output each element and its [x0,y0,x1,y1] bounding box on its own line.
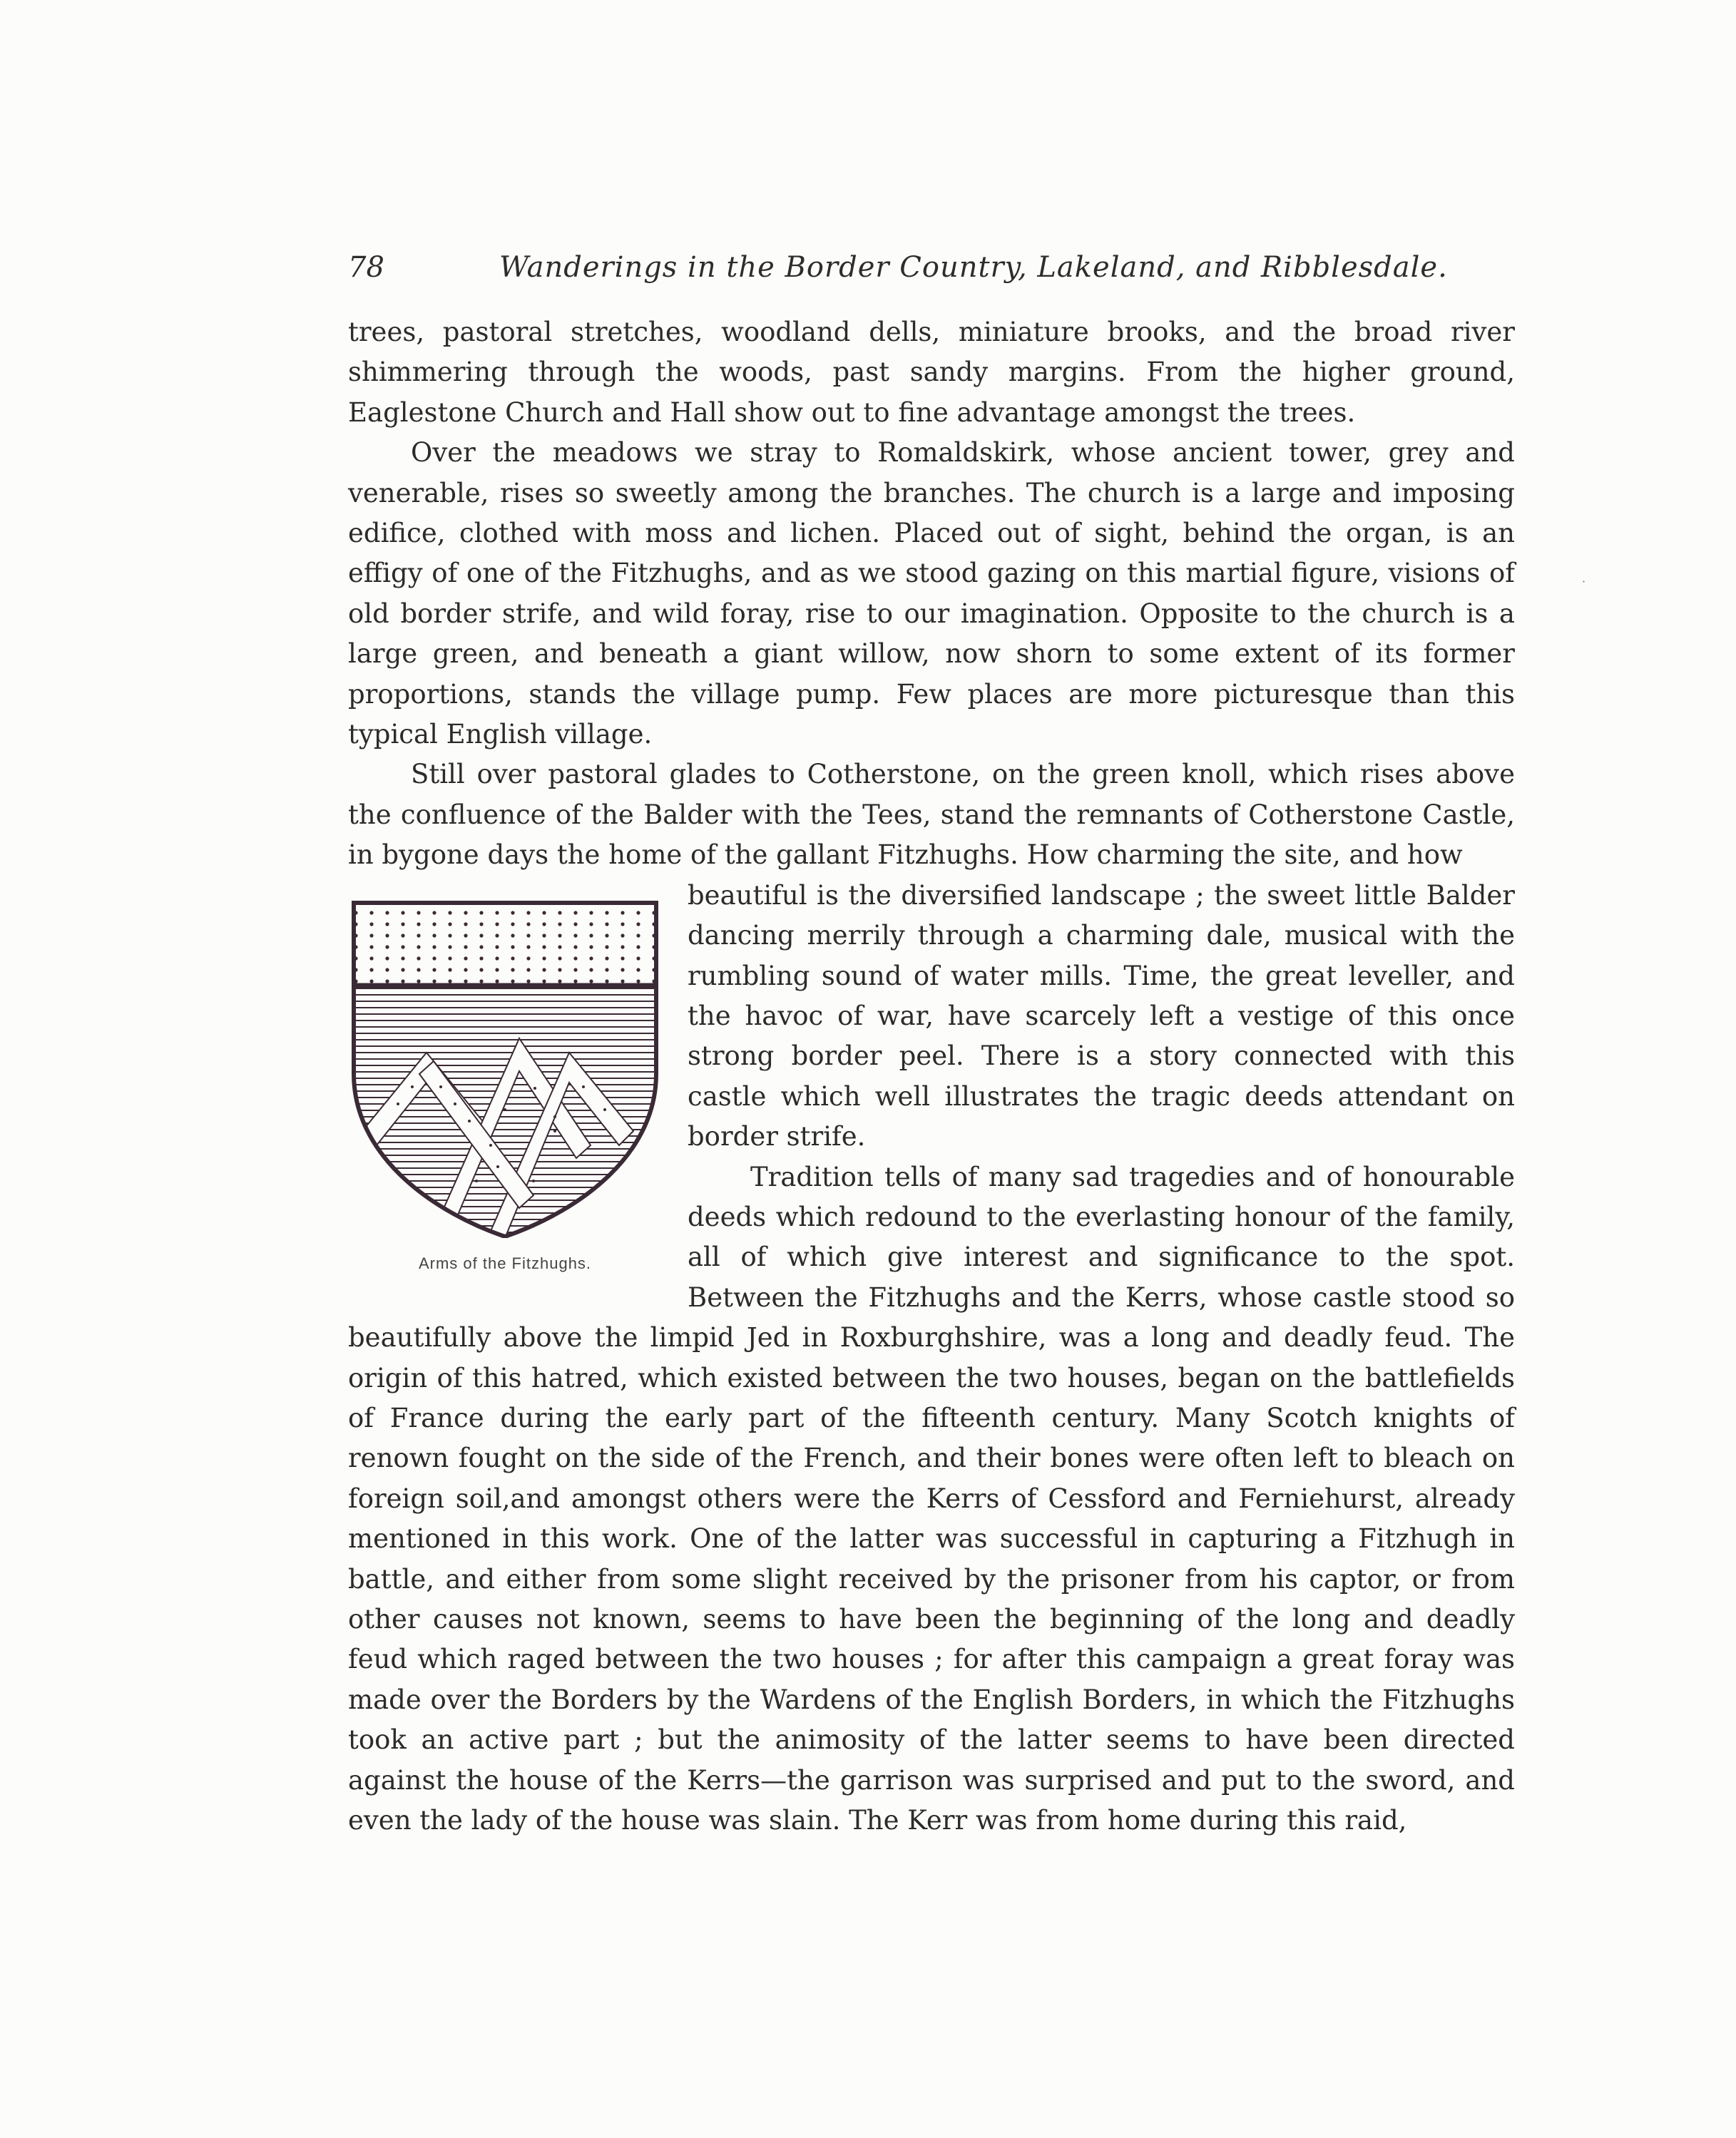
paragraph-1: trees, pastoral stretches, woodland dells, miniature brooks, and the broad river shimmering through the woods, past sandy margins. From the higher ground, Eaglestone Church and Hall show out to fine advantage amongst the trees. [348,317,1515,428]
paragraph-5: Tradition tells of many sad tragedies and of honourable deeds which redound to the everlasting honour of the family, all of which give interest and significance to the spot. Between the Fitzhughs and the Kerrs, whose castle stood so beautifully above the limpid Jed in Roxburghshire, was a long and deadly feud. The origin of this hatred, which existed between the two houses, began on the battlefields of France during the early part of the fifteenth century. Many Scotch knights of renown fought on the side of the French, and their bones were often left to bleach on foreign soil,and amongst others were the Kerrs of Cessford and Ferniehurst, already mentioned in this work. One of the latter was successful in capturing a Fitzhugh in battle, and either from some slight received by the prisoner from his captor, or from other causes not known, seems to have been the beginning of the long and deadly feud which raged between the two houses ; for after this campaign a great foray was made over the Borders by the Wardens of the English Borders, in which the Fitzhughs took an active part ; but the animosity of the latter seems to have been directed against the house of the Kerrs—the garrison was surprised and put to the sword, and even the lady of the house was slain. The Kerr was from home during this raid, [348,1161,1515,1836]
coat-of-arms-shield-icon [348,896,662,1238]
body-text [348,312,1515,1841]
paragraph-2: Over the meadows we stray to Romaldskirk, whose ancient tower, grey and venerable, rises so sweetly among the branches. The church is a large and imposing edifice, clothed with moss and lichen. Placed out of sight, behind the organ, is an effigy of one of the Fitzhughs, and as we stood gazing on this martial figure, visions of old border strife, and wild foray, rise to our imagination. Opposite to the church is a large green, and beneath a giant willow, now shorn to some extent of its former proportions, stands the village pump. Few places are more picturesque than this typical English village. [348,437,1515,750]
running-title: Wanderings in the Border Country, Lakeland, and Ribblesdale. [499,251,1448,284]
figure-caption: Arms of the Fitzhughs. [418,1254,592,1272]
paragraph-4: beautiful is the diversified landscape ; the sweet little Balder dancing merrily through a charming dale, musical with the rumbling sound of water mills. Time, the great leveller, and the havoc of war, have scarcely left a vestige of this once strong border peel. There is a story connected with this castle which well illustrates the tragic deeds attendant on border strife. [688,879,1515,1152]
page-header [348,241,1515,298]
margin-mark: · [1582,575,1586,588]
page-number: 78 [348,251,384,284]
paragraph-3: Still over pastoral glades to Cotherstone, on the green knoll, which rises above the confluence of the Balder with the Tees, stand the remnants of Cotherstone Castle, in bygone days the home of the gallant Fitzhughs. How charming the site, and how [348,759,1515,871]
fitzhugh-arms-figure [348,896,662,1284]
book-page [348,241,1515,1836]
